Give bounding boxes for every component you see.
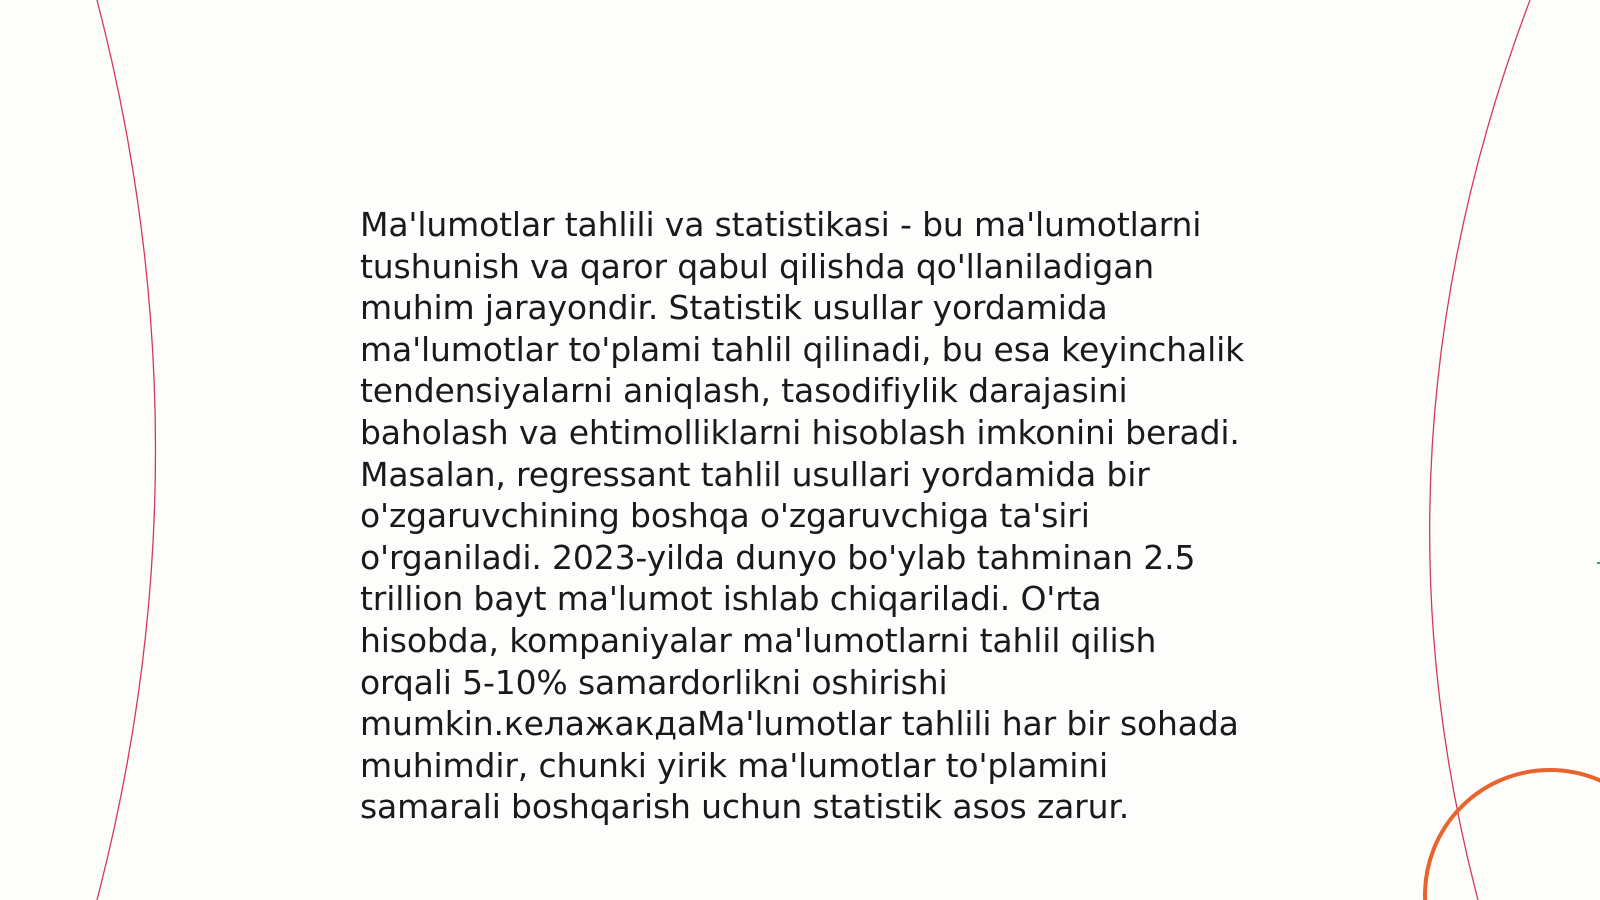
- body-paragraph: Ma'lumotlar tahlili va statistikasi - bu ma'lumotlarni tushunish va qaror qabul qilishda qo'llaniladigan muhim jarayondir. Statistik usullar yordamida ma'lumotlar to'plami tahlil qilinadi, bu esa keyinchalik tendensiyalarni aniqlash, tasodifiylik darajasini baholash va ehtimolliklarni hisoblash imkonini beradi. Masalan, regressant tahlil usullari yordamida bir o'zgaruvchining boshqa o'zgaruvchiga ta'siri o'rganiladi. 2023-yilda dunyo bo'ylab tahminan 2.5 trillion bayt ma'lumot ishlab chiqariladi. O'rta hisobda, kompaniyalar ma'lumotlarni tahlil qilish orqali 5-10% samardorlikni oshirishi mumkin.келажакдаMa'lumotlar tahlili har bir sohada muhimdir, chunki yirik ma'lumotlar to'plamini samarali boshqarish uchun statistik asos zarur.: [360, 205, 1245, 827]
- text-box: [360, 204, 1260, 828]
- left-curve-line: [97, 0, 156, 900]
- right-curve-line: [1430, 0, 1530, 900]
- orange-accent-circle: [1425, 770, 1600, 900]
